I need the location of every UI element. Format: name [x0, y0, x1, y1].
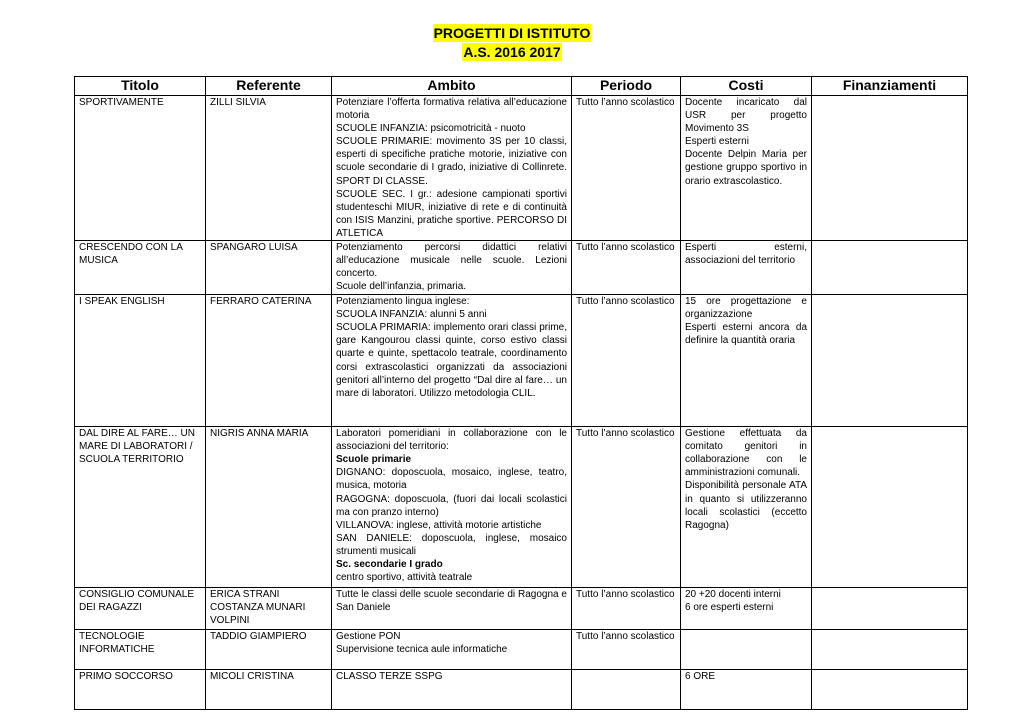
cell-text: SCUOLA INFANZIA: alunni 5 anni [336, 309, 487, 321]
cell-text: Docente incaricato dal USR per progetto Movimento 3S [685, 97, 807, 135]
cell-text: ZILLI SILVIA [210, 97, 266, 108]
header-costi: Costi [681, 77, 812, 96]
header-referente: Referente [206, 77, 332, 96]
table-row [75, 670, 968, 710]
cell-titolo [75, 241, 206, 295]
projects-table [74, 76, 968, 710]
cell-text: 20 +20 docenti interni [685, 589, 781, 601]
cell-text: Potenziamento lingua inglese: [336, 296, 470, 308]
table-body [75, 96, 968, 710]
cell-text: Scuole primarie [336, 454, 412, 466]
cell-text: 6 ore esperti esterni [685, 602, 774, 614]
cell-referente [206, 588, 332, 630]
cell-text: DIGNANO: doposcuola, mosaico, inglese, teatro, musica, motoria [336, 467, 567, 492]
cell-text: DAL DIRE AL FARE… UN MARE DI LABORATORI / SCUOLA TERRITORIO [79, 428, 195, 466]
cell-ambito [332, 96, 572, 241]
cell-text: Gestione effettuata da comitato genitori in collaborazione con le amministrazioni comunali. [685, 428, 807, 479]
cell-periodo [572, 295, 681, 427]
cell-referente [206, 241, 332, 295]
cell-text: Disponibilità personale ATA in quanto si utilizzeranno locali scolastici (eccetto Ragogna) [685, 480, 807, 531]
cell-periodo [572, 96, 681, 241]
cell-costi [681, 670, 812, 710]
table-row [75, 96, 968, 241]
cell-referente [206, 96, 332, 241]
cell-text: CONSIGLIO COMUNALE DEI RAGAZZI [79, 589, 195, 614]
cell-periodo [572, 670, 681, 710]
cell-finanziamenti [812, 295, 968, 427]
cell-text: TECNOLOGIE INFORMATICHE [79, 631, 155, 656]
cell-text: NIGRIS ANNA MARIA [210, 428, 309, 440]
cell-text: 6 ORE [685, 671, 716, 683]
cell-text: Tutto l’anno scolastico [576, 428, 675, 440]
cell-text: SPANGARO LUISA [210, 242, 298, 254]
cell-titolo [75, 96, 206, 241]
cell-text: ERICA STRANI [210, 589, 280, 601]
cell-text: Laboratori pomeridiani in collaborazione con le associazioni del territorio: [336, 428, 567, 453]
cell-text: Gestione PON [336, 631, 401, 643]
cell-text: Esperti esterni, associazioni del territorio [685, 242, 807, 267]
cell-text: SCUOLE SEC. I gr.: adesione campionati sportivi studenteschi MIUR, iniziative di rete e di continuità con ISIS Manzini, pratiche sportive. PERCORSO DI ATLETICA [336, 188, 567, 239]
cell-text: 15 ore progettazione e organizzazione [685, 296, 807, 321]
cell-ambito [332, 295, 572, 427]
cell-text: VILLANOVA: inglese, attività motorie artistiche [336, 519, 542, 531]
cell-referente [206, 630, 332, 670]
cell-referente [206, 427, 332, 588]
cell-text: Esperti esterni ancora da definire la quantità oraria [685, 322, 807, 347]
cell-text: FERRARO CATERINA [210, 296, 312, 308]
cell-finanziamenti [812, 241, 968, 295]
cell-text: Tutte le classi delle scuole secondarie di Ragogna e San Daniele [336, 589, 567, 614]
cell-titolo [75, 630, 206, 670]
cell-text: SPORTIVAMENTE [79, 97, 164, 108]
cell-finanziamenti [812, 588, 968, 630]
cell-text: CLASSO TERZE SSPG [336, 671, 443, 683]
cell-costi [681, 295, 812, 427]
header-finanziamenti: Finanziamenti [812, 77, 968, 96]
header-titolo: Titolo [75, 77, 206, 96]
cell-text: MICOLI CRISTINA [210, 671, 294, 683]
cell-finanziamenti [812, 670, 968, 710]
cell-finanziamenti [812, 630, 968, 670]
title-line-1: PROGETTI DI ISTITUTO [433, 25, 591, 41]
table-row [75, 295, 968, 427]
document-title [0, 24, 1024, 62]
cell-costi [681, 427, 812, 588]
cell-text: centro sportivo, attività teatrale [336, 572, 473, 584]
cell-text: Esperti esterni [685, 136, 749, 148]
cell-titolo [75, 670, 206, 710]
cell-text: Tutto l’anno scolastico [576, 589, 675, 601]
cell-ambito [332, 670, 572, 710]
cell-text: Docente Delpin Maria per gestione gruppo sportivo in orario extrascolastico. [685, 149, 807, 187]
cell-ambito [332, 427, 572, 588]
cell-text: Tutto l’anno scolastico [576, 631, 675, 643]
cell-referente [206, 670, 332, 710]
cell-periodo [572, 427, 681, 588]
cell-ambito [332, 588, 572, 630]
cell-costi [681, 96, 812, 241]
cell-text: SCUOLE INFANZIA: psicomotricità - nuoto [336, 123, 526, 135]
cell-text: RAGOGNA: doposcuola, (fuori dai locali scolastici ma con pranzo interno) [336, 493, 567, 518]
cell-text: PRIMO SOCCORSO [79, 671, 173, 683]
table-row [75, 588, 968, 630]
table-row [75, 630, 968, 670]
table-row [75, 427, 968, 588]
cell-referente [206, 295, 332, 427]
cell-periodo [572, 588, 681, 630]
cell-costi [681, 588, 812, 630]
table-header [75, 77, 968, 96]
cell-titolo [75, 295, 206, 427]
cell-finanziamenti [812, 96, 968, 241]
header-ambito: Ambito [332, 77, 572, 96]
cell-text: Supervisione tecnica aule informatiche [336, 644, 508, 656]
cell-text: I SPEAK ENGLISH [79, 296, 165, 308]
header-row [75, 77, 968, 96]
title-line-2: A.S. 2016 2017 [463, 44, 561, 60]
cell-text: Scuole dell’infanzia, primaria. [336, 281, 467, 293]
cell-text: Tutto l’anno scolastico [576, 242, 675, 254]
cell-text: Potenziamento percorsi didattici relativi all’educazione musicale nelle scuole. Lezioni concerto. [336, 242, 567, 280]
cell-ambito [332, 241, 572, 295]
cell-costi [681, 630, 812, 670]
cell-text: CRESCENDO CON LA MUSICA [79, 242, 183, 267]
cell-periodo [572, 630, 681, 670]
cell-text: Sc. secondarie I grado [336, 558, 443, 570]
cell-costi [681, 241, 812, 295]
header-periodo: Periodo [572, 77, 681, 96]
cell-text: SCUOLA PRIMARIA: implemento orari classi prime, gare Kangourou classi quinte, corso estivo classi quarte e quinte, spettacolo teatrale, coordinamento corsi extrascolastici organizzati da associazioni genitori all’interno del progetto “Dal dire al fare… un mare di laboratori. Utilizzo metodologia CLIL. [336, 322, 567, 399]
cell-periodo [572, 241, 681, 295]
cell-ambito [332, 630, 572, 670]
cell-titolo [75, 588, 206, 630]
cell-titolo [75, 427, 206, 588]
cell-text: SCUOLE PRIMARIE: movimento 3S per 10 classi, esperti di specifiche pratiche motorie, iniziative con scuole secondarie di I grado, iniziative di Collinrete. SPORT DI CLASSE. [336, 136, 567, 187]
cell-text: Tutto l’anno scolastico [576, 97, 675, 108]
cell-text: Tutto l’anno scolastico [576, 296, 675, 308]
cell-text: COSTANZA MUNARI VOLPINI [210, 602, 306, 627]
cell-text: TADDIO GIAMPIERO [210, 631, 307, 643]
cell-finanziamenti [812, 427, 968, 588]
cell-text: SAN DANIELE: doposcuola, inglese, mosaico strumenti musicali [336, 532, 567, 557]
cell-text: Potenziare l’offerta formativa relativa all’educazione motoria [336, 97, 567, 122]
table-row [75, 241, 968, 295]
